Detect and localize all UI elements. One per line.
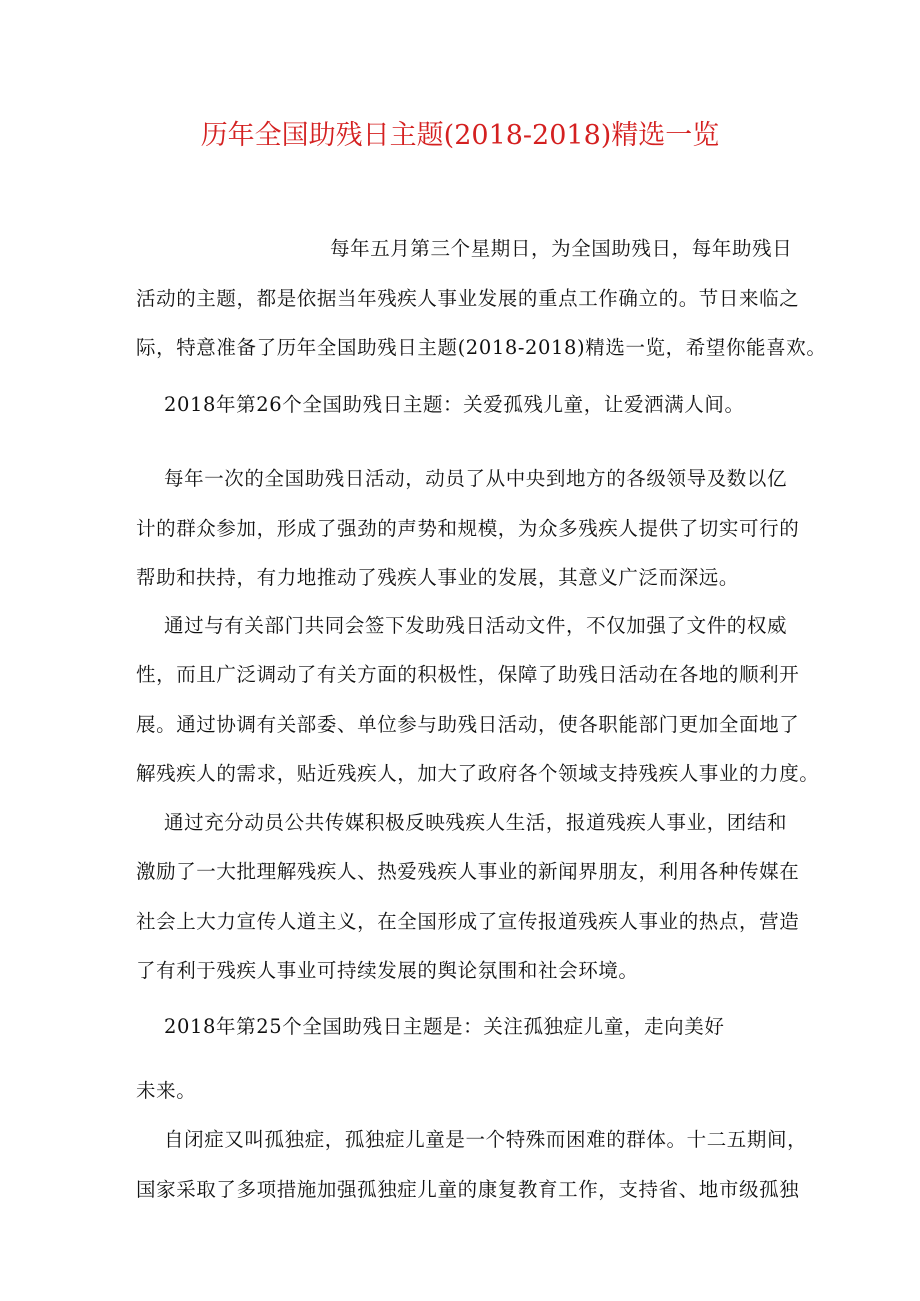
paragraph-line: 际，特意准备了历年全国助残日主题(2018-2018)精选一览，希望你能喜欢。 <box>136 336 827 359</box>
paragraph-line: 活动的主题，都是依据当年残疾人事业发展的重点工作确立的。节日来临之 <box>136 287 800 310</box>
paragraph-line: 国家采取了多项措施加强孤独症儿童的康复教育工作，支持省、地市级孤独 <box>136 1178 800 1201</box>
paragraph-line: 计的群众参加，形成了强劲的声势和规模，为众多残疾人提供了切实可行的 <box>136 517 800 540</box>
paragraph-line: 每年一次的全国助残日活动，动员了从中央到地方的各级领导及数以亿 <box>164 467 788 490</box>
paragraph-line: 每年五月第三个星期日，为全国助残日，每年助残日 <box>330 237 793 260</box>
paragraph-line: 社会上大力宣传人道主义，在全国形成了宣传报道残疾人事业的热点，营造 <box>136 910 800 933</box>
paragraph-line: 通过充分动员公共传媒积极反映残疾人生活，报道残疾人事业，团结和 <box>164 811 788 834</box>
paragraph-line: 帮助和扶持，有力地推动了残疾人事业的发展，其意义广泛而深远。 <box>136 566 740 589</box>
paragraph-line: 解残疾人的需求，贴近残疾人，加大了政府各个领域支持残疾人事业的力度。 <box>136 762 820 785</box>
paragraph-line: 自闭症又叫孤独症，孤独症儿童是一个特殊而困难的群体。十二五期间， <box>164 1128 808 1151</box>
paragraph-line: 了有利于残疾人事业可持续发展的舆论氛围和社会环境。 <box>136 959 639 982</box>
paragraph-line: 2018年第26个全国助残日主题：关爱孤残儿童，让爱洒满人间。 <box>164 393 745 416</box>
paragraph-line: 2018年第25个全国助残日主题是：关注孤独症儿童，走向美好 <box>164 1015 725 1038</box>
paragraph-line: 通过与有关部门共同会签下发助残日活动文件，不仅加强了文件的权威 <box>164 614 788 637</box>
paragraph-line: 展。通过协调有关部委、单位参与助残日活动，使各职能部门更加全面地了 <box>136 713 800 736</box>
paragraph-line: 性，而且广泛调动了有关方面的积极性，保障了助残日活动在各地的顺利开 <box>136 663 800 686</box>
document-title: 历年全国助残日主题(2018-2018)精选一览 <box>200 120 720 151</box>
paragraph-line: 未来。 <box>136 1079 197 1102</box>
paragraph-line: 激励了一大批理解残疾人、热爱残疾人事业的新闻界朋友，利用各种传媒在 <box>136 860 800 883</box>
